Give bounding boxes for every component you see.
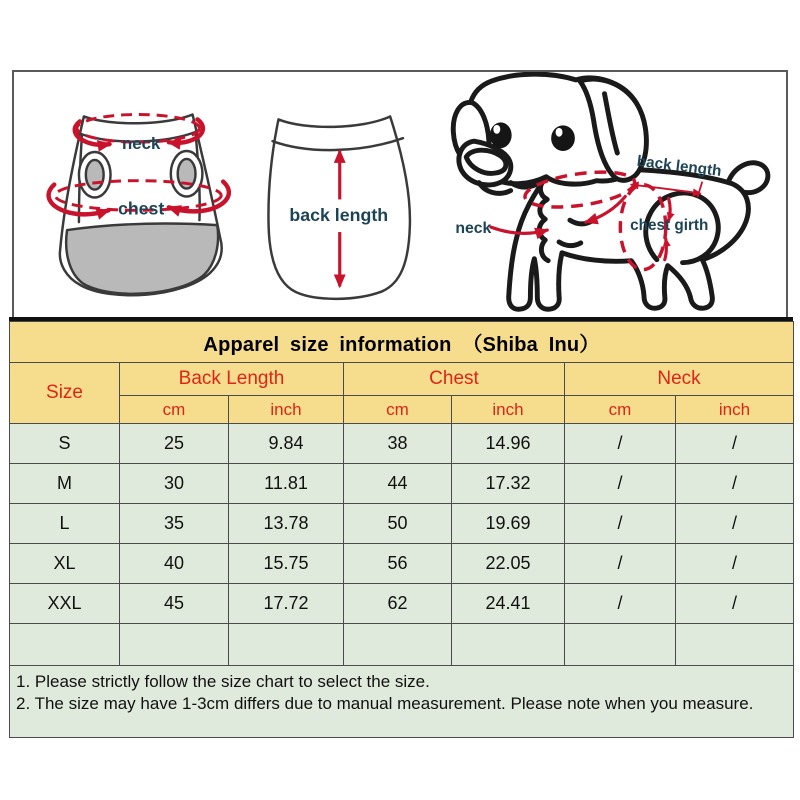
value-cell: 56: [344, 544, 452, 584]
dog-neck-label: neck: [455, 220, 492, 238]
value-cell: 62: [344, 584, 452, 624]
table-row-xxl: [10, 584, 794, 624]
value-cell: /: [676, 424, 794, 464]
garment-front-view-illustration: [49, 114, 229, 295]
notes-cell: [10, 666, 794, 738]
value-cell: 13.78: [229, 504, 344, 544]
value-cell: /: [676, 504, 794, 544]
value-cell: 44: [344, 464, 452, 504]
measurement-diagram: [14, 72, 786, 317]
note-line-2: 2. The size may have 1-3cm differs due to manual measurement. Please note when you measure.: [16, 694, 754, 713]
unit-header: inch: [452, 396, 565, 424]
empty-cell: [120, 624, 229, 666]
dog-right-eye: [551, 125, 575, 151]
garment-back-view-illustration: [268, 116, 409, 298]
value-cell: 11.81: [229, 464, 344, 504]
unit-header: cm: [120, 396, 229, 424]
table-title: Apparel size information （Shiba Inu）: [10, 322, 794, 363]
unit-header: inch: [229, 396, 344, 424]
chest-group-header: Chest: [344, 363, 565, 396]
value-cell: 40: [120, 544, 229, 584]
value-cell: 25: [120, 424, 229, 464]
value-cell: /: [565, 464, 676, 504]
value-cell: 9.84: [229, 424, 344, 464]
size-table: [9, 321, 794, 738]
back-length-label: back length: [289, 205, 389, 226]
neck-group-header: Neck: [565, 363, 794, 396]
empty-cell: [452, 624, 565, 666]
value-cell: 22.05: [452, 544, 565, 584]
measurement-diagram-panel: [12, 70, 788, 317]
dog-back-length-label: back length: [635, 152, 723, 180]
value-cell: 30: [120, 464, 229, 504]
unit-header: inch: [676, 396, 794, 424]
table-row-m: [10, 464, 794, 504]
back-length-group-header: Back Length: [120, 363, 344, 396]
value-cell: 17.72: [229, 584, 344, 624]
value-cell: 50: [344, 504, 452, 544]
value-cell: 38: [344, 424, 452, 464]
empty-table-row: [10, 624, 794, 666]
empty-cell: [676, 624, 794, 666]
table-row-xl: [10, 544, 794, 584]
note-line-1: 1. Please strictly follow the size chart to select the size.: [16, 672, 430, 691]
size-column-header: Size: [10, 363, 120, 424]
value-cell: 14.96: [452, 424, 565, 464]
empty-cell: [10, 624, 120, 666]
size-cell: XXL: [10, 584, 120, 624]
table-row-l: [10, 504, 794, 544]
dog-left-eye: [490, 122, 512, 148]
value-cell: /: [676, 464, 794, 504]
size-cell: S: [10, 424, 120, 464]
size-cell: M: [10, 464, 120, 504]
value-cell: /: [565, 424, 676, 464]
value-cell: 35: [120, 504, 229, 544]
dog-illustration: [453, 74, 768, 309]
value-cell: /: [565, 544, 676, 584]
empty-cell: [565, 624, 676, 666]
size-table-wrap: [9, 317, 793, 738]
value-cell: /: [676, 584, 794, 624]
empty-cell: [344, 624, 452, 666]
notes-row: [10, 666, 794, 738]
unit-header: cm: [565, 396, 676, 424]
value-cell: 17.32: [452, 464, 565, 504]
value-cell: 24.41: [452, 584, 565, 624]
table-row-s: [10, 424, 794, 464]
front-neck-label: neck: [122, 134, 161, 154]
empty-cell: [229, 624, 344, 666]
value-cell: /: [565, 504, 676, 544]
value-cell: /: [676, 544, 794, 584]
value-cell: /: [565, 584, 676, 624]
size-cell: XL: [10, 544, 120, 584]
value-cell: 15.75: [229, 544, 344, 584]
dog-girth-arrow-up: [665, 239, 667, 260]
value-cell: 45: [120, 584, 229, 624]
dog-chest-girth-label: chest girth: [630, 217, 709, 235]
front-chest-label: chest: [117, 198, 165, 219]
unit-header: cm: [344, 396, 452, 424]
size-cell: L: [10, 504, 120, 544]
value-cell: 19.69: [452, 504, 565, 544]
